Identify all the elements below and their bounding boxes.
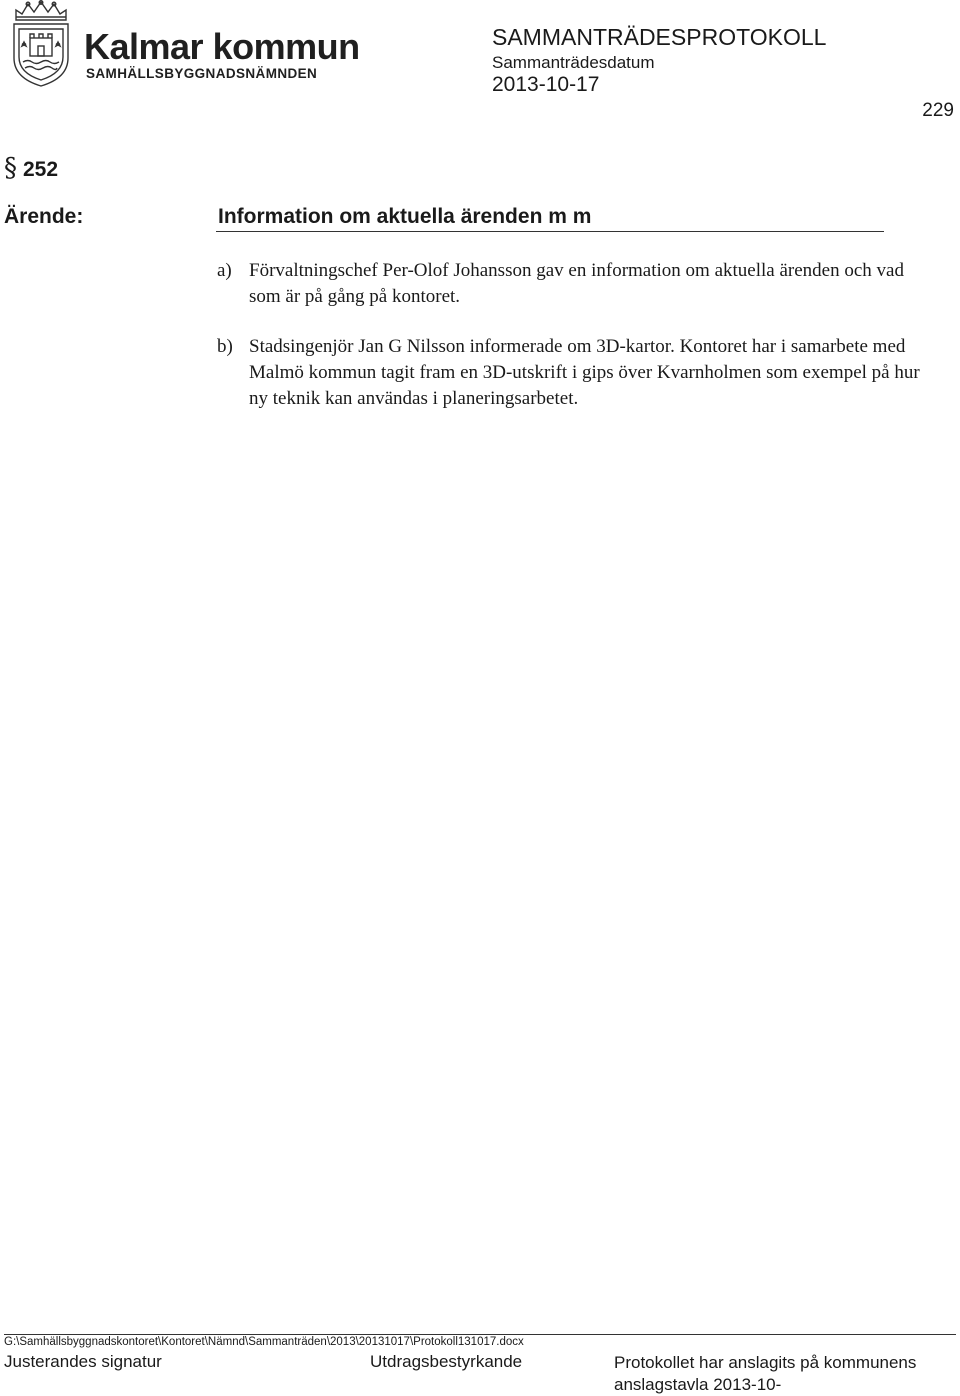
organization-name: Kalmar kommun: [84, 26, 360, 67]
item-text: Förvaltningschef Per-Olof Johansson gav en information om aktuella ärenden och vad som är på gång på kontoret.: [249, 260, 904, 307]
paragraph-heading: [4, 153, 58, 183]
page-number: 229: [922, 100, 954, 121]
meeting-date-label: Sammanträdesdatum: [492, 53, 655, 72]
document-type: SAMMANTRÄDESPROTOKOLL: [492, 24, 827, 50]
file-path: G:\Samhällsbyggnadskontoret\Kontoret\Nämnd\Sammanträden\2013\20131017\Protokoll131017.docx: [4, 1336, 524, 1348]
item-marker: a): [217, 260, 232, 281]
department-name: SAMHÄLLSBYGGNADSNÄMNDEN: [86, 66, 318, 81]
extract-certification-label: Utdragsbestyrkande: [370, 1352, 523, 1371]
meeting-date-value: 2013-10-17: [492, 73, 600, 96]
section-symbol: §: [4, 153, 17, 183]
list-item: [217, 334, 937, 412]
footer-divider: [4, 1334, 956, 1335]
posting-notice: Protokollet har anslagits på kommunens anslagstavla 2013-10-: [614, 1353, 917, 1394]
item-marker: b): [217, 336, 233, 357]
kalmar-crest-logo: [10, 0, 72, 88]
item-text: Stadsingenjör Jan G Nilsson informerade om 3D-kartor. Kontoret har i samarbete med Malmö kommun tagit fram en 3D-utskrift i gips över Kvarnholmen som exempel på hur ny teknik kan användas i planeringsarbetet.: [249, 336, 920, 409]
list-item: [217, 258, 937, 310]
title-underline: [216, 231, 884, 232]
paragraph-number: 252: [23, 158, 59, 181]
item-list: [217, 258, 937, 436]
signature-label: Justerandes signatur: [4, 1352, 162, 1371]
arende-title: Information om aktuella ärenden m m: [218, 205, 592, 228]
arende-label: Ärende:: [4, 205, 84, 228]
